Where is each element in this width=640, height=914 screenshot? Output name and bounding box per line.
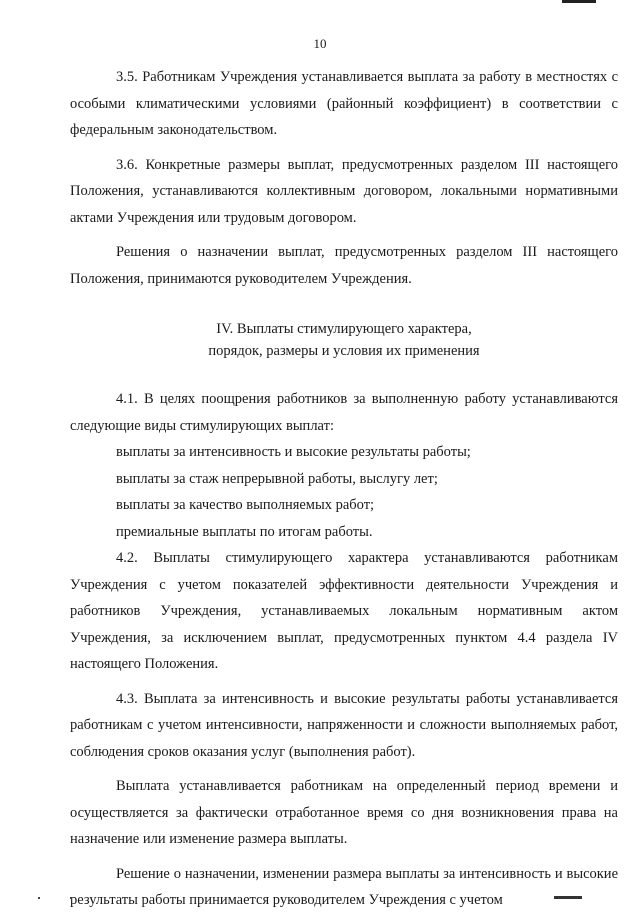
list-item: выплаты за интенсивность и высокие результаты работы; [116, 444, 471, 460]
paragraph-decisions: Решения о назначении выплат, предусмотренных разделом III настоящего Положения, принимаются руководителем Учреждения. [70, 244, 618, 287]
paragraph-4-1: 4.1. В целях поощрения работников за выполненную работу устанавливаются следующие виды стимулирующих выплат: [70, 391, 618, 434]
paragraph-payment-period: Выплата устанавливается работникам на определенный период времени и осуществляется за фактически отработанное время со дня возникновения права на назначение или изменение размера выплаты. [70, 778, 618, 847]
paragraph-4-2: 4.2. Выплаты стимулирующего характера устанавливаются работникам Учреждения с учетом показателей эффективности деятельности Учреждения и работников Учреждения, устанавливаемых локальным нормативным актом Учреждения, за исключением выплат, предусмотренных пунктом 4.4 раздела IV настоящего Положения. [70, 550, 618, 672]
section-heading [70, 318, 618, 362]
scan-mark-bottom [554, 896, 582, 899]
document-body [70, 64, 618, 914]
section-heading-line2: порядок, размеры и условия их применения [208, 343, 480, 359]
paragraph-4-3: 4.3. Выплата за интенсивность и высокие результаты работы устанавливается работникам с учетом интенсивности, напряженности и сложности выполняемых работ, соблюдения сроков оказания услуг (выполнения работ). [70, 690, 618, 760]
paragraph-decision-amount: Решение о назначении, изменении размера выплаты за интенсивность и высокие результаты работы принимается руководителем Учреждения с учетом [70, 865, 618, 908]
paragraph-3-6: 3.6. Конкретные размеры выплат, предусмотренных разделом III настоящего Положения, устанавливаются коллективным договором, локальными нормативными актами Учреждения или трудовым договором. [70, 156, 618, 226]
paragraph-3-5: 3.5. Работникам Учреждения устанавливается выплата за работу в местностях с особыми климатическими условиями (районный коэффициент) в соответствии с федеральным законодательством. [70, 69, 618, 138]
list-item: выплаты за качество выполняемых работ; [116, 497, 375, 513]
scan-mark-left [38, 897, 72, 899]
section-heading-line1: IV. Выплаты стимулирующего характера, [216, 321, 472, 337]
page-number: 10 [313, 36, 327, 51]
list-item: выплаты за стаж непрерывной работы, выслугу лет; [116, 470, 438, 487]
scan-mark-top [562, 0, 596, 3]
list-item: премиальные выплаты по итогам работы. [116, 523, 373, 540]
